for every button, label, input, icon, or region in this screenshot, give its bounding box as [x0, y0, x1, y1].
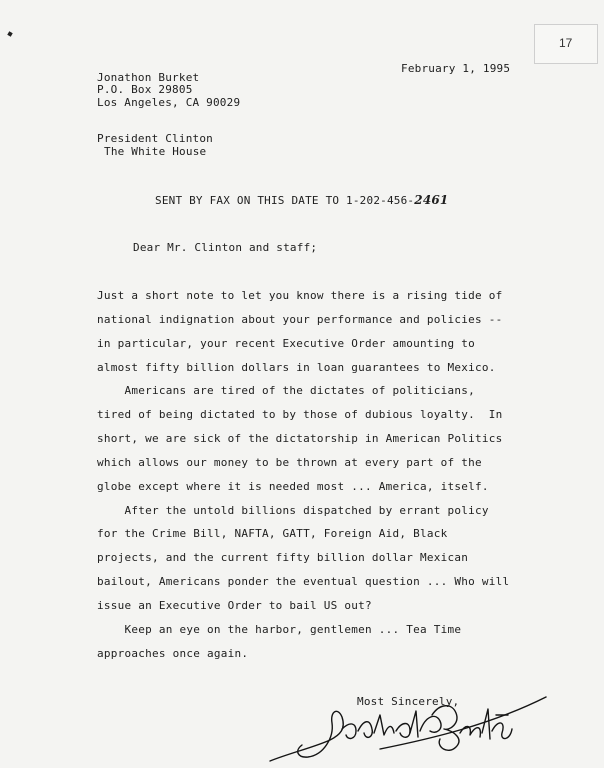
body-line: Just a short note to let you know there is a rising tide of	[97, 289, 503, 302]
fax-line-typed: SENT BY FAX ON THIS DATE TO 1-202-456-	[155, 194, 415, 207]
body-line: almost fifty billion dollars in loan guarantees to Mexico.	[97, 361, 496, 374]
handwritten-signature	[260, 685, 560, 765]
body-line: Keep an eye on the harbor, gentlemen ... Tea Time	[97, 623, 462, 636]
body-line: in particular, your recent Executive Order amounting to	[97, 337, 475, 350]
body-line: Americans are tired of the dictates of politicians,	[97, 384, 475, 397]
fax-line	[155, 193, 448, 207]
page-number: 17	[559, 36, 573, 50]
sender-name: Jonathon Burket	[97, 71, 200, 84]
body-line: for the Crime Bill, NAFTA, GATT, Foreign Aid, Black	[97, 527, 448, 540]
recipient-address: The White House	[104, 145, 207, 158]
body-line: globe except where it is needed most ... America, itself.	[97, 480, 489, 493]
body-line: national indignation about your performance and policies --	[97, 313, 503, 326]
body-line: short, we are sick of the dictatorship in American Politics	[97, 432, 503, 445]
salutation: Dear Mr. Clinton and staff;	[133, 241, 318, 254]
body-line: projects, and the current fifty billion dollar Mexican	[97, 551, 469, 564]
body-line: After the untold billions dispatched by errant policy	[97, 504, 489, 517]
body-line: which allows our money to be thrown at every part of the	[97, 456, 482, 469]
body-line: tired of being dictated to by those of dubious loyalty. In	[97, 408, 503, 421]
fax-line-handwritten-digits: 2461	[414, 193, 449, 207]
sender-city: Los Angeles, CA 90029	[97, 96, 241, 109]
sender-po-box: P.O. Box 29805	[97, 83, 193, 96]
letter-date: February 1, 1995	[401, 62, 511, 75]
closing: Most Sincerely,	[357, 695, 460, 708]
page-number-box	[534, 24, 598, 64]
recipient-name: President Clinton	[97, 132, 213, 145]
scan-speck	[7, 31, 12, 36]
body-line: bailout, Americans ponder the eventual question ... Who will	[97, 575, 510, 588]
body-line: approaches once again.	[97, 647, 249, 660]
body-line: issue an Executive Order to bail US out?	[97, 599, 372, 612]
